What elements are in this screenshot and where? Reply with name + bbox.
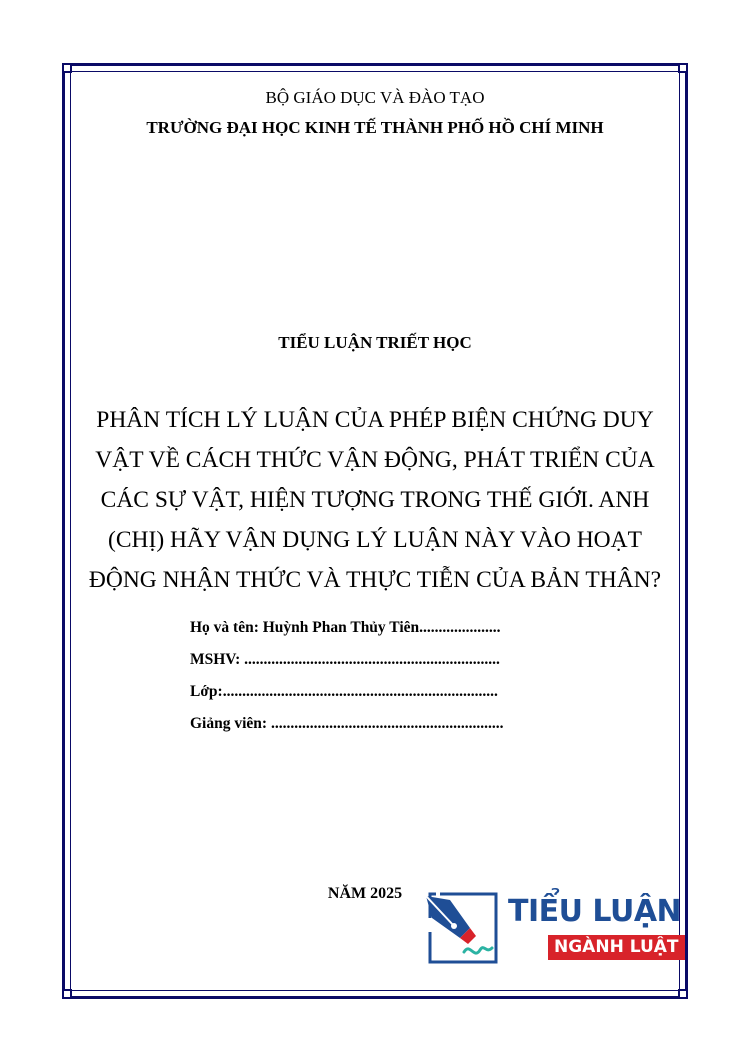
logo-wordmark: TIỂU LUẬN: [508, 894, 682, 929]
topic-line: PHÂN TÍCH LÝ LUẬN CỦA PHÉP BIỆN CHỨNG DUY: [96, 407, 654, 433]
topic-line: CÁC SỰ VẬT, HIỆN TƯỢNG TRONG THẾ GIỚI. ANH: [100, 487, 650, 513]
university-name: TRƯỜNG ĐẠI HỌC KINH TẾ THÀNH PHỐ HỒ CHÍ MINH: [146, 118, 604, 137]
student-name: Họ và tên: Huỳnh Phan Thủy Tiên.....................: [190, 619, 501, 636]
topic-line: (CHỊ) HÃY VẬN DỤNG LÝ LUẬN NÀY VÀO HOẠT: [108, 527, 642, 553]
brand-logo: [424, 888, 682, 968]
border-corner: [678, 63, 688, 73]
essay-type: TIỂU LUẬN TRIẾT HỌC: [278, 333, 472, 352]
essay-topic: [80, 400, 670, 600]
topic-line: VẬT VỀ CÁCH THỨC VẬN ĐỘNG, PHÁT TRIỂN CỦA: [95, 447, 655, 473]
class-name: Lớp:.......................................................................: [190, 683, 498, 700]
border-corner: [678, 989, 688, 999]
year: NĂM 2025: [327, 885, 403, 902]
student-id: MSHV: ..................................................................: [190, 651, 500, 668]
student-info: [190, 612, 550, 740]
topic-line: ĐỘNG NHẬN THỨC VÀ THỰC TIỄN CỦA BẢN THÂN?: [88, 567, 662, 593]
border-corner: [62, 989, 72, 999]
ministry-name: BỘ GIÁO DỤC VÀ ĐÀO TẠO: [265, 88, 485, 107]
pen-nib-logo-icon: [424, 888, 499, 966]
logo-badge: NGÀNH LUẬT: [548, 935, 685, 960]
border-corner: [62, 63, 72, 73]
lecturer-name: Giảng viên: ............................................................: [190, 715, 504, 732]
